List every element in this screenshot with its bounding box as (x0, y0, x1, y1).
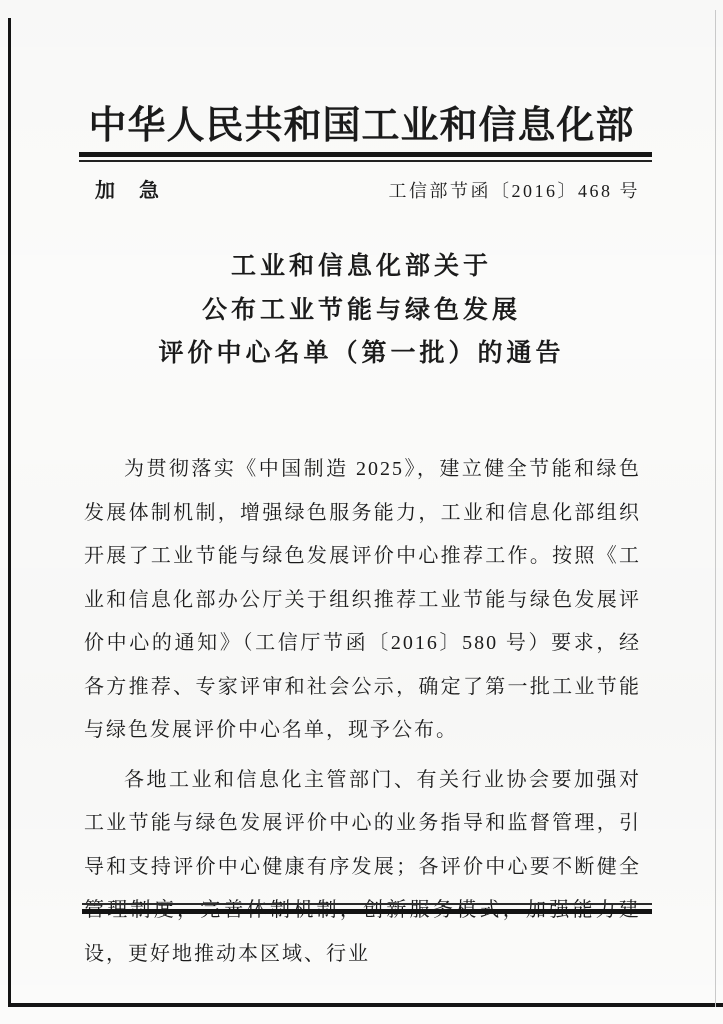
footer-divider-rule (82, 903, 652, 914)
urgency-label: 加 急 (95, 180, 161, 202)
scan-border-bottom (8, 1003, 723, 1007)
title-line-2: 公布工业节能与绿色发展 (201, 296, 521, 324)
letterhead-divider-rule (79, 152, 652, 162)
title-line-3: 评价中心名单（第一批）的通告 (158, 340, 565, 367)
meta-row (95, 174, 640, 203)
body-paragraph-2: 各地工业和信息化主管部门、有关行业协会要加强对工业节能与绿色发展评价中心的业务指导和监督管理，引导和支持评价中心健康有序发展；各评价中心要不断健全管理制度，完善体制机制，创新服务模式，加强能力建设，更好地推动本区域、行业 (84, 768, 641, 965)
scan-border-right (715, 10, 716, 1007)
document-number: 工信部节函〔2016〕468 号 (388, 181, 640, 201)
letterhead-title: 中华人民共和国工业和信息化部 (88, 105, 635, 147)
document-body (84, 448, 641, 976)
body-paragraph-1: 为贯彻落实《中国制造 2025》，建立健全节能和绿色发展体制机制，增强绿色服务能力，工业和信息化部组织开展了工业节能与绿色发展评价中心推荐工作。按照《工业和信息化部办公厅关于组织推荐工业节能与绿色发展评价中心的通知》（工信厅节函〔2016〕580 号）要求，经各方推荐、专家评审和社会公示，确定了第一批工业节能与绿色发展评价中心名单，现予公布。 (84, 458, 641, 741)
scan-border-left (8, 18, 11, 1007)
document-title (0, 245, 723, 376)
title-line-1: 工业和信息化部关于 (230, 253, 492, 280)
